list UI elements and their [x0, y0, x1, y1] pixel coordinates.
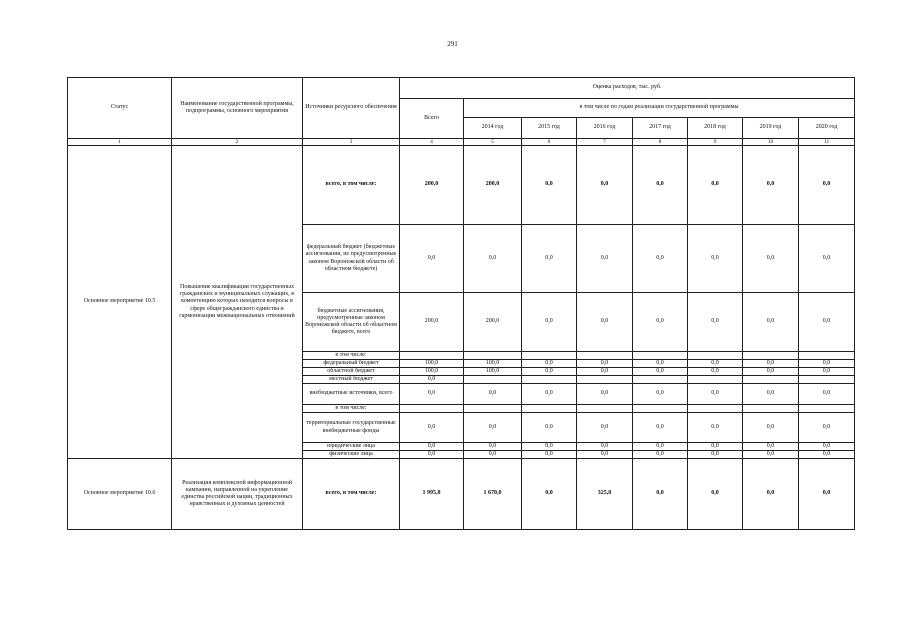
- year-value: [464, 405, 522, 413]
- year-value: 0,0: [577, 451, 633, 459]
- year-value: 100,0: [464, 368, 522, 376]
- year-value: 0,0: [799, 459, 855, 530]
- year-value: [464, 352, 522, 360]
- total-value: 0,0: [400, 225, 464, 293]
- source-label: внебюджетные источники, всего: [303, 384, 400, 405]
- source-label: в том числе:: [303, 405, 400, 413]
- column-number: 6: [522, 139, 577, 146]
- year-value: 0,0: [799, 146, 855, 225]
- year-value: 0,0: [743, 443, 799, 451]
- year-value: [688, 405, 743, 413]
- year-value: 0,0: [633, 384, 688, 405]
- column-number: 8: [633, 139, 688, 146]
- year-value: 0,0: [577, 146, 633, 225]
- year-value: 0,0: [633, 413, 688, 443]
- header-year: 2015 год: [522, 118, 577, 139]
- year-value: [799, 376, 855, 384]
- year-value: 0,0: [743, 293, 799, 352]
- year-value: 200,0: [464, 146, 522, 225]
- header-sources: Источники ресурсного обеспечения: [303, 78, 400, 139]
- year-value: 0,0: [522, 384, 577, 405]
- header-year: 2014 год: [464, 118, 522, 139]
- year-value: [633, 352, 688, 360]
- year-value: 0,0: [577, 413, 633, 443]
- column-number: 2: [172, 139, 303, 146]
- year-value: 0,0: [799, 451, 855, 459]
- measure-name: Реализация комплексной информационной кампании, направленной на укрепление единства российской нации, традиционных нравственных и духовных ценностей: [172, 459, 303, 530]
- year-value: [743, 405, 799, 413]
- page-number: 291: [447, 40, 458, 48]
- source-label: областной бюджет: [303, 368, 400, 376]
- total-value: 0,0: [400, 376, 464, 384]
- header-year: 2019 год: [743, 118, 799, 139]
- year-value: 0,0: [464, 413, 522, 443]
- table-row: [68, 459, 855, 530]
- year-value: 0,0: [464, 443, 522, 451]
- year-value: 0,0: [522, 225, 577, 293]
- column-number: 3: [303, 139, 400, 146]
- year-value: 0,0: [799, 360, 855, 368]
- year-value: 0,0: [688, 146, 743, 225]
- year-value: 0,0: [688, 360, 743, 368]
- source-label: всего, в том числе:: [303, 146, 400, 225]
- year-value: 0,0: [743, 384, 799, 405]
- year-value: 0,0: [464, 451, 522, 459]
- column-number: 5: [464, 139, 522, 146]
- year-value: 0,0: [522, 443, 577, 451]
- year-value: 0,0: [743, 413, 799, 443]
- column-number: 9: [688, 139, 743, 146]
- year-value: 0,0: [522, 146, 577, 225]
- year-value: 0,0: [464, 225, 522, 293]
- measure-status: Основное мероприятие 10.6: [68, 459, 172, 530]
- year-value: 0,0: [799, 368, 855, 376]
- total-value: 100,0: [400, 368, 464, 376]
- year-value: 0,0: [688, 368, 743, 376]
- year-value: 0,0: [633, 368, 688, 376]
- year-value: 0,0: [633, 146, 688, 225]
- year-value: 0,0: [743, 459, 799, 530]
- year-value: [522, 405, 577, 413]
- year-value: 100,0: [464, 360, 522, 368]
- year-value: 325,8: [577, 459, 633, 530]
- column-number: 11: [799, 139, 855, 146]
- year-value: 0,0: [743, 451, 799, 459]
- year-value: 0,0: [743, 360, 799, 368]
- year-value: [577, 352, 633, 360]
- measure-status: Основное мероприятие 10.5: [68, 146, 172, 459]
- header-year: 2016 год: [577, 118, 633, 139]
- year-value: [633, 376, 688, 384]
- total-value: 100,0: [400, 360, 464, 368]
- column-number: 10: [743, 139, 799, 146]
- year-value: 0,0: [743, 146, 799, 225]
- header-year: 2020 год: [799, 118, 855, 139]
- year-value: 0,0: [522, 368, 577, 376]
- year-value: 0,0: [577, 384, 633, 405]
- year-value: [577, 405, 633, 413]
- year-value: [743, 352, 799, 360]
- year-value: [688, 376, 743, 384]
- total-value: 0,0: [400, 443, 464, 451]
- year-value: 1 670,0: [464, 459, 522, 530]
- source-label: местный бюджет: [303, 376, 400, 384]
- total-value: 200,0: [400, 293, 464, 352]
- year-value: [522, 376, 577, 384]
- year-value: 0,0: [633, 225, 688, 293]
- column-number: 1: [68, 139, 172, 146]
- year-value: 0,0: [577, 368, 633, 376]
- total-value: 1 995,8: [400, 459, 464, 530]
- header-year: 2018 год: [688, 118, 743, 139]
- source-label: физические лица: [303, 451, 400, 459]
- year-value: 0,0: [522, 413, 577, 443]
- year-value: [633, 405, 688, 413]
- source-label: всего, в том числе:: [303, 459, 400, 530]
- year-value: 0,0: [688, 384, 743, 405]
- year-value: 0,0: [688, 443, 743, 451]
- year-value: 0,0: [633, 443, 688, 451]
- total-value: 200,0: [400, 146, 464, 225]
- year-value: [688, 352, 743, 360]
- year-value: [464, 376, 522, 384]
- total-value: [400, 405, 464, 413]
- year-value: 0,0: [577, 443, 633, 451]
- year-value: 0,0: [464, 384, 522, 405]
- total-value: [400, 352, 464, 360]
- year-value: 0,0: [633, 451, 688, 459]
- measure-name: Повышение квалификации государственных гражданских и муниципальных служащих, в компетенцию которых находятся вопросы в сфере общегражданского единства и гармонизации межнациональных отношений: [172, 146, 303, 459]
- year-value: [577, 376, 633, 384]
- column-number: 4: [400, 139, 464, 146]
- source-label: территориальные государственные внебюджетные фонды: [303, 413, 400, 443]
- header-name: Наименование государственной программы, подпрограммы, основного мероприятия: [172, 78, 303, 139]
- year-value: [799, 352, 855, 360]
- year-value: 0,0: [799, 293, 855, 352]
- source-label: бюджетные ассигнования, предусмотренные законом Воронежской области об областном бюджете, всего: [303, 293, 400, 352]
- total-value: 0,0: [400, 384, 464, 405]
- resource-table: [67, 77, 855, 530]
- source-label: федеральный бюджет: [303, 360, 400, 368]
- year-value: 0,0: [799, 443, 855, 451]
- year-value: 0,0: [799, 384, 855, 405]
- year-value: 0,0: [522, 360, 577, 368]
- header-year: 2017 год: [633, 118, 688, 139]
- year-value: 0,0: [688, 225, 743, 293]
- year-value: 0,0: [688, 459, 743, 530]
- header-estimate: Оценка расходов, тыс. руб.: [400, 78, 855, 99]
- source-label: в том числе:: [303, 352, 400, 360]
- header-total: Всего: [400, 99, 464, 139]
- year-value: 0,0: [633, 360, 688, 368]
- year-value: 0,0: [577, 360, 633, 368]
- column-number: 7: [577, 139, 633, 146]
- source-label: федеральный бюджет (бюджетные ассигнования, не предусмотренные законом Воронежской области об областном бюджете): [303, 225, 400, 293]
- year-value: [743, 376, 799, 384]
- year-value: [522, 352, 577, 360]
- header-status: Статус: [68, 78, 172, 139]
- source-label: юридические лица: [303, 443, 400, 451]
- year-value: 0,0: [799, 413, 855, 443]
- year-value: 0,0: [577, 225, 633, 293]
- header-by-years: в том числе по годам реализации государственной программы: [464, 99, 855, 118]
- year-value: 0,0: [688, 413, 743, 443]
- year-value: 0,0: [522, 451, 577, 459]
- year-value: 0,0: [799, 225, 855, 293]
- year-value: 0,0: [743, 368, 799, 376]
- year-value: 0,0: [743, 225, 799, 293]
- total-value: 0,0: [400, 413, 464, 443]
- year-value: 200,0: [464, 293, 522, 352]
- year-value: 0,0: [522, 459, 577, 530]
- year-value: 0,0: [577, 293, 633, 352]
- table-row: [68, 146, 855, 225]
- total-value: 0,0: [400, 451, 464, 459]
- year-value: 0,0: [688, 293, 743, 352]
- year-value: [799, 405, 855, 413]
- year-value: 0,0: [522, 293, 577, 352]
- year-value: 0,0: [633, 459, 688, 530]
- year-value: 0,0: [688, 451, 743, 459]
- year-value: 0,0: [633, 293, 688, 352]
